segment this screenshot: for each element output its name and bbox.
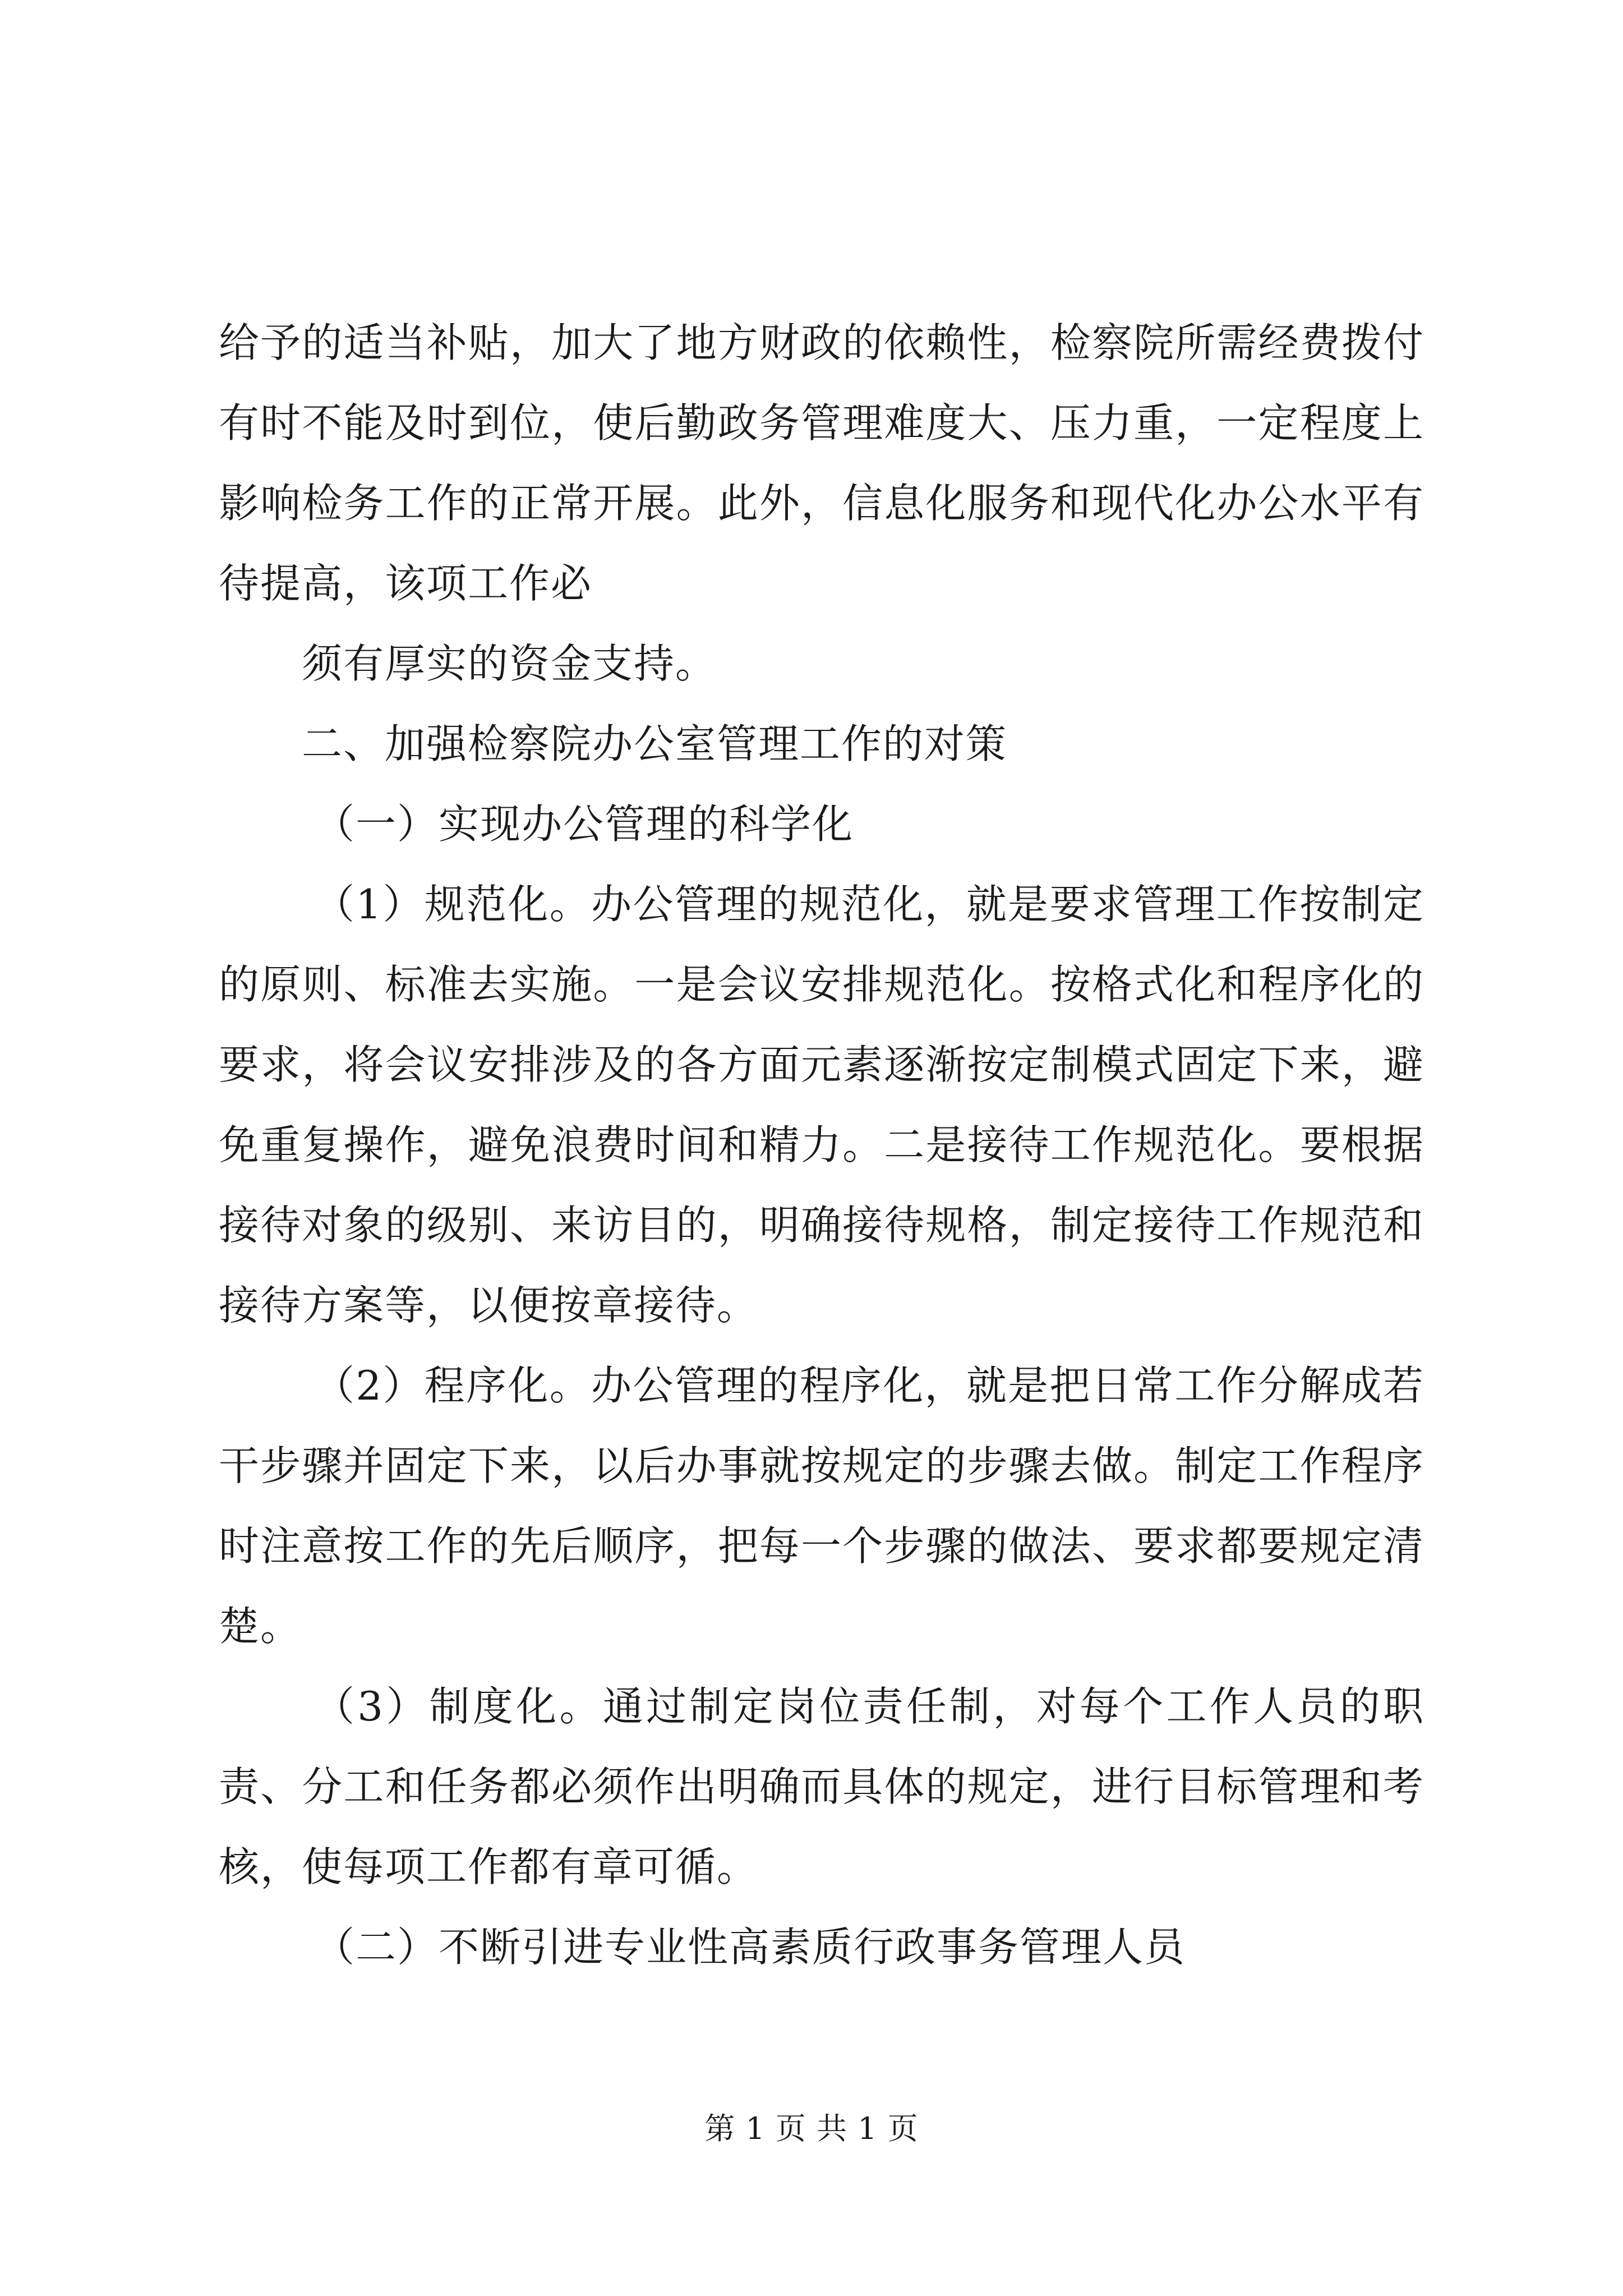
page-footer: 第 1 页 共 1 页	[704, 2111, 919, 2146]
subsection-heading-2: （二）不断引进专业性高素质行政事务管理人员	[314, 1924, 1186, 1971]
section-heading: 二、加强检察院办公室管理工作的对策	[302, 720, 1008, 767]
paragraph-fragment: 须有厚实的资金支持。	[302, 640, 717, 687]
paragraph-standardization: （1）规范化。办公管理的规范化，就是要求管理工作按制定的原则、标准去实施。一是会议安排规范化。按格式化和程序化的要求，将会议安排涉及的各方面元素逐渐按定制模式固定下来，避免重复操作，避免浪费时间和精力。二是接待工作规范化。要根据接待对象的级别、来访目的，明确接待规格，制定接待工作规范和接待方案等，以便按章接待。	[219, 881, 1424, 1329]
paragraph-continuation: 给予的适当补贴，加大了地方财政的依赖性，检察院所需经费拨付有时不能及时到位，使后勤政务管理难度大、压力重，一定程度上影响检务工作的正常开展。此外，信息化服务和现代化办公水平有待提高，该项工作必	[219, 319, 1424, 607]
paragraph-institutionalization: （3）制度化。通过制定岗位责任制，对每个工作人员的职责、分工和任务都必须作出明确而具体的规定，进行目标管理和考核，使每项工作都有章可循。	[219, 1683, 1424, 1890]
subsection-heading: （一）实现办公管理的科学化	[314, 800, 854, 848]
document-body	[219, 303, 1424, 1987]
paragraph-proceduralization: （2）程序化。办公管理的程序化，就是把日常工作分解成若干步骤并固定下来，以后办事就按规定的步骤去做。制定工作程序时注意按工作的先后顺序，把每一个步骤的做法、要求都要规定清楚。	[219, 1362, 1424, 1650]
